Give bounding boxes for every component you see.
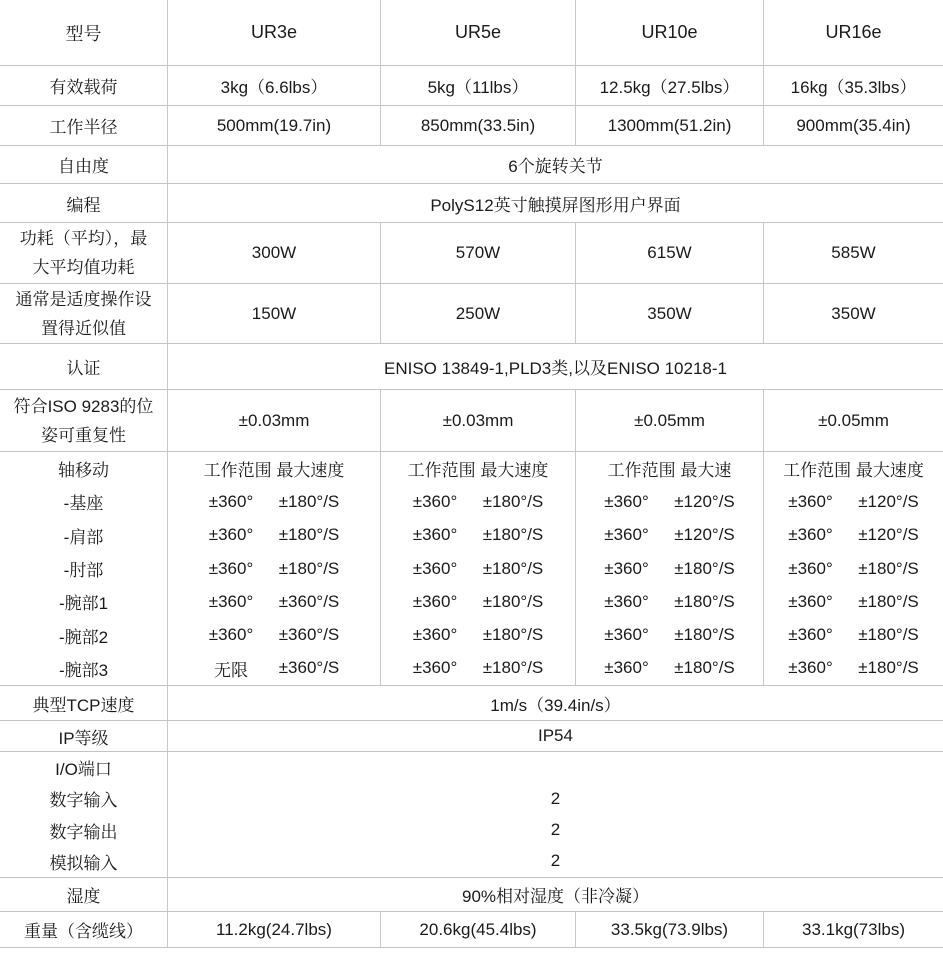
axis-column-ur16e [763, 452, 943, 685]
tcp-speed-value: 1m/s（39.4in/s） [167, 686, 943, 720]
reach-label: 工作半径 [49, 118, 118, 137]
certification-label: 认证 [66, 359, 101, 378]
power-max-ur16e: 585W [763, 223, 943, 283]
power-max-label-line1: 功耗（平均），最 [19, 229, 148, 248]
row-reach [0, 106, 943, 146]
repeatability-ur5e: ±0.03mm [380, 390, 575, 451]
model-ur5e: UR5e [380, 0, 575, 65]
model-ur10e: UR10e [575, 0, 763, 65]
humidity-label: 湿度 [66, 887, 101, 906]
row-dof [0, 146, 943, 184]
axis-value-row: ±360° ±120°/S [604, 491, 735, 511]
io-label-digital-in: 数字输入 [49, 791, 118, 811]
reach-ur5e: 850mm(33.5in) [380, 106, 575, 145]
row-power-max [0, 223, 943, 284]
io-values [167, 752, 943, 877]
axis-column-ur3e [167, 452, 380, 685]
row-power-typical [0, 284, 943, 344]
repeatability-ur3e: ±0.03mm [167, 390, 380, 451]
axis-label-title: 轴移动 [58, 461, 109, 481]
repeatability-label-line1: 符合ISO 9283的位 [13, 396, 154, 416]
row-tcp-speed [0, 686, 943, 721]
weight-ur16e: 33.1kg(73lbs) [763, 912, 943, 947]
axis-value-row: ±360° ±180°/S [412, 625, 544, 645]
model-ur3e: UR3e [167, 0, 380, 65]
io-value-digital-in: 2 [550, 788, 561, 808]
reach-ur3e: 500mm(19.7in) [167, 106, 380, 145]
repeatability-label [0, 390, 167, 451]
reach-ur16e: 900mm(35.4in) [763, 106, 943, 145]
axis-header-ur5e: 工作范围 最大速度 [407, 461, 549, 481]
row-humidity [0, 878, 943, 912]
axis-value-row: ±360° ±180°/S [788, 658, 919, 678]
certification-value: ENISO 13849-1,PLD3类,以及ENISO 10218-1 [167, 344, 943, 389]
axis-header-ur3e: 工作范围 最大速度 [203, 461, 345, 481]
io-value-analog-in: 2 [550, 851, 561, 871]
axis-value-row: ±360° ±180°/S [412, 525, 544, 545]
payload-ur10e: 12.5kg（27.5lbs） [575, 66, 763, 105]
axis-label-base: -基座 [63, 494, 104, 514]
row-payload [0, 66, 943, 106]
power-max-label-line2: 大平均值功耗 [32, 258, 135, 277]
axis-value-row: ±360° ±120°/S [604, 525, 735, 545]
model-ur16e: UR16e [763, 0, 943, 65]
axis-value-row: ±360° ±180°/S [604, 558, 735, 578]
axis-value-row: ±360° ±180°/S [412, 658, 544, 678]
programming-label: 编程 [66, 195, 101, 215]
dof-value: 6个旋转关节 [167, 146, 943, 183]
io-label-digital-out: 数字输出 [49, 822, 118, 842]
weight-ur3e: 11.2kg(24.7lbs) [167, 912, 380, 947]
repeatability-label-line2: 姿可重复性 [41, 425, 126, 445]
axis-value-row: ±360° ±180°/S [604, 625, 735, 645]
axis-value-row: ±360° ±180°/S [208, 558, 340, 578]
payload-ur16e: 16kg（35.3lbs） [763, 66, 943, 105]
axis-label-wrist2: -腕部2 [58, 627, 109, 647]
programming-value: PolyS12英寸触摸屏图形用户界面 [167, 184, 943, 222]
weight-label: 重量（含缆线） [24, 922, 143, 941]
axis-value-row: ±360° ±180°/S [788, 625, 919, 645]
repeatability-ur16e: ±0.05mm [763, 390, 943, 451]
row-io-ports [0, 752, 943, 878]
row-weight [0, 912, 943, 948]
payload-ur5e: 5kg（11lbs） [380, 66, 575, 105]
axis-value-row: ±360° ±180°/S [604, 591, 735, 611]
axis-value-row: ±360° ±360°/S [208, 625, 340, 645]
io-label-ports: I/O端口 [55, 760, 112, 780]
axis-column-ur10e [575, 452, 763, 685]
axis-label-wrist1: -腕部1 [58, 594, 109, 614]
power-max-ur3e: 300W [167, 223, 380, 283]
dof-label: 自由度 [58, 157, 109, 176]
io-value-digital-out: 2 [550, 820, 561, 840]
axis-value-row: ±360° ±120°/S [788, 491, 919, 511]
axis-value-row: ±360° ±180°/S [412, 491, 544, 511]
io-label-analog-in: 模拟输入 [49, 853, 118, 873]
power-typical-ur5e: 250W [380, 284, 575, 343]
row-certification [0, 344, 943, 390]
axis-value-row: ±360° ±180°/S [412, 558, 544, 578]
payload-label: 有效载荷 [49, 78, 118, 97]
weight-ur10e: 33.5kg(73.9lbs) [575, 912, 763, 947]
axis-header-ur10e: 工作范围 最大速 [607, 461, 732, 481]
ip-rating-label: IP等级 [58, 728, 109, 748]
humidity-value: 90%相对湿度（非冷凝） [167, 878, 943, 911]
axis-label-wrist3: -腕部3 [58, 660, 109, 680]
power-max-ur5e: 570W [380, 223, 575, 283]
power-max-label [0, 223, 167, 283]
axis-value-row: ±360° ±360°/S [208, 591, 340, 611]
power-typical-label [0, 284, 167, 343]
axis-value-row: ±360° ±180°/S [788, 558, 919, 578]
repeatability-ur10e: ±0.05mm [575, 390, 763, 451]
axis-labels [0, 452, 167, 685]
row-ip-rating [0, 721, 943, 752]
axis-value-row: 无限 ±360°/S [214, 658, 340, 680]
axis-value-row: ±360° ±180°/S [788, 591, 919, 611]
power-typical-ur10e: 350W [575, 284, 763, 343]
bottom-whitespace [0, 948, 943, 964]
weight-ur5e: 20.6kg(45.4lbs) [380, 912, 575, 947]
axis-column-ur5e [380, 452, 575, 685]
payload-ur3e: 3kg（6.6lbs） [167, 66, 380, 105]
ip-rating-value: IP54 [167, 721, 943, 751]
reach-ur10e: 1300mm(51.2in) [575, 106, 763, 145]
axis-value-row: ±360° ±180°/S [208, 491, 340, 511]
row-axis-movement [0, 452, 943, 686]
axis-value-row: ±360° ±180°/S [412, 591, 544, 611]
power-typical-ur16e: 350W [763, 284, 943, 343]
row-programming [0, 184, 943, 223]
axis-value-row: ±360° ±180°/S [208, 525, 340, 545]
axis-header-ur16e: 工作范围 最大速度 [783, 461, 924, 481]
axis-label-shoulder: -肩部 [63, 527, 104, 547]
power-max-ur10e: 615W [575, 223, 763, 283]
model-label: 型号 [65, 23, 102, 44]
row-repeatability [0, 390, 943, 452]
axis-value-row: ±360° ±120°/S [788, 525, 919, 545]
axis-label-elbow: -肘部 [63, 561, 104, 580]
power-typical-ur3e: 150W [167, 284, 380, 343]
io-labels [0, 752, 167, 877]
axis-value-row: ±360° ±180°/S [604, 658, 735, 678]
row-model [0, 0, 943, 66]
power-typical-label-line1: 通常是适度操作设 [15, 289, 152, 309]
power-typical-label-line2: 置得近似值 [41, 318, 126, 338]
tcp-speed-label: 典型TCP速度 [32, 695, 135, 715]
